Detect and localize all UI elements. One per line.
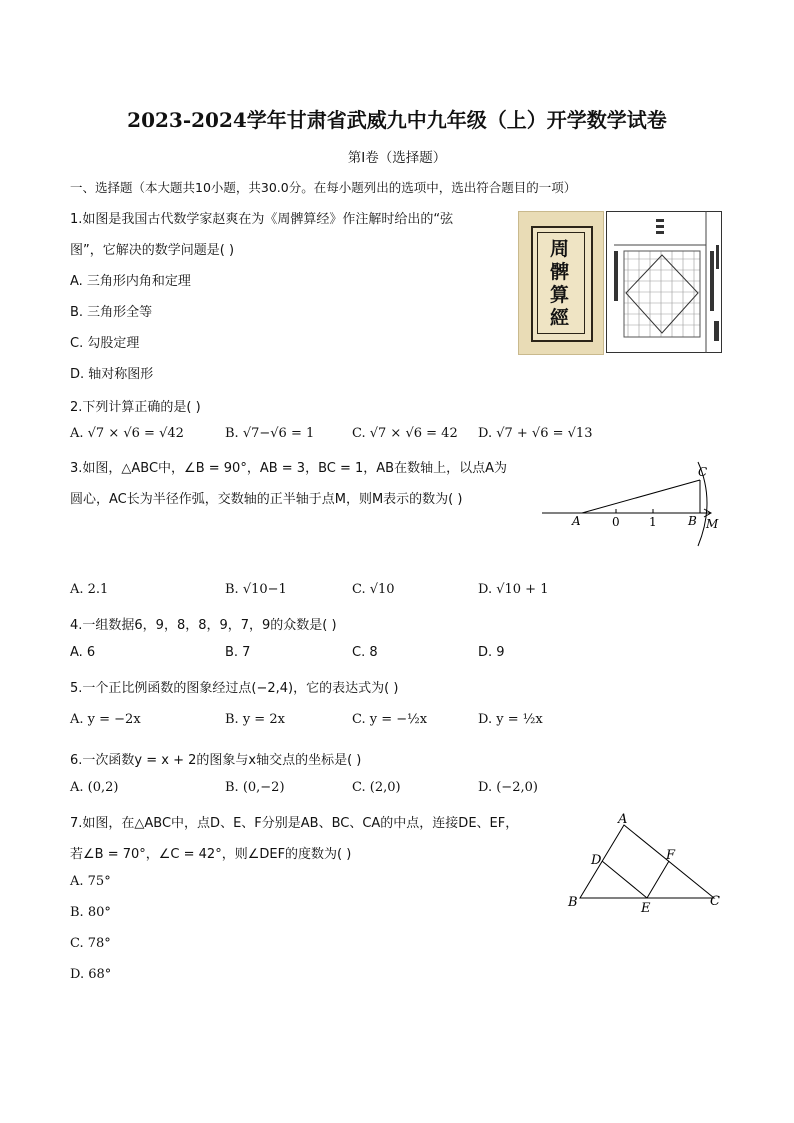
q2-option-a[interactable]: A. √7 × √6 = √42 — [70, 426, 184, 441]
q7-option-c[interactable]: C. 78° — [70, 936, 111, 951]
q1-stem-line2: 图”，它解决的数学问题是( ) — [70, 243, 235, 258]
q3-option-a[interactable]: A. 2.1 — [70, 582, 109, 597]
zhoubi-suanjing-book-image — [518, 211, 604, 355]
q5-option-d[interactable]: D. y = ½x — [478, 712, 543, 727]
q3-option-c[interactable]: C. √10 — [352, 582, 395, 597]
page-title: 2023-2024学年甘肃省武威九中九年级（上）开学数学试卷 — [127, 108, 667, 132]
q4-option-c[interactable]: C. 8 — [352, 645, 378, 660]
q1-option-d[interactable]: D. 轴对称图形 — [70, 367, 154, 382]
vertex-b-label: B — [568, 895, 578, 910]
q4-option-d[interactable]: D. 9 — [478, 645, 505, 660]
q5-stem: 5.一个正比例函数的图象经过点(−2,4)，它的表达式为( ) — [70, 681, 399, 696]
vertex-c-label: C — [710, 894, 720, 909]
xian-tu-diagram-image — [606, 211, 722, 353]
q6-option-b[interactable]: B. (0,−2) — [225, 780, 285, 795]
q5-option-b[interactable]: B. y = 2x — [225, 712, 285, 727]
section-heading: 一、选择题（本大题共10小题，共30.0分。在每小题列出的选项中，选出符合题目的一项） — [70, 180, 577, 195]
point-c-label: C — [698, 465, 708, 479]
page-subtitle: 第I卷（选择题） — [347, 150, 447, 166]
q2-stem: 2.下列计算正确的是( ) — [70, 400, 201, 415]
q6-option-d[interactable]: D. (−2,0) — [478, 780, 538, 795]
q2-option-b[interactable]: B. √7−√6 = 1 — [225, 426, 315, 441]
midpoint-f-label: F — [666, 848, 676, 863]
point-a-label: A — [572, 514, 581, 528]
q4-option-a[interactable]: A. 6 — [70, 645, 96, 660]
q7-option-d[interactable]: D. 68° — [70, 967, 112, 982]
q1-option-c[interactable]: C. 勾股定理 — [70, 336, 140, 351]
q6-option-a[interactable]: A. (0,2) — [70, 780, 119, 795]
q5-option-a[interactable]: A. y = −2x — [70, 712, 141, 727]
q7-stem-line2: 若∠B = 70°，∠C = 42°，则∠DEF的度数为( ) — [70, 847, 352, 862]
tick-one-label: 1 — [649, 515, 657, 529]
q7-stem-line1: 7.如图，在△ABC中，点D、E、F分别是AB、BC、CA的中点，连接DE、EF， — [70, 816, 519, 831]
q3-option-d[interactable]: D. √10 + 1 — [478, 582, 549, 597]
tick-zero-label: 0 — [612, 515, 620, 529]
vertex-a-label: A — [618, 812, 628, 827]
q1-option-b[interactable]: B. 三角形全等 — [70, 305, 153, 320]
number-line-figure — [538, 460, 724, 550]
q3-stem-line1: 3.如图，△ABC中，∠B = 90°，AB = 3，BC = 1，AB在数轴上，以点A为 — [70, 461, 507, 476]
q1-stem-line1: 1.如图是我国古代数学家赵爽在为《周髀算经》作注解时给出的“弦 — [70, 212, 454, 227]
triangle-abc-figure — [564, 810, 726, 914]
q1-option-a[interactable]: A. 三角形内角和定理 — [70, 274, 191, 289]
q6-option-c[interactable]: C. (2,0) — [352, 780, 401, 795]
q3-stem-line2: 圆心，AC长为半径作弧，交数轴的正半轴于点M，则M表示的数为( ) — [70, 492, 463, 507]
midpoint-e-label: E — [641, 901, 651, 914]
midpoint-d-label: D — [591, 853, 602, 868]
q5-option-c[interactable]: C. y = −½x — [352, 712, 428, 727]
q4-stem: 4.一组数据6，9，8，8，9，7，9的众数是( ) — [70, 618, 337, 633]
q6-stem: 6.一次函数y = x + 2的图象与x轴交点的坐标是( ) — [70, 753, 362, 768]
q2-option-d[interactable]: D. √7 + √6 = √13 — [478, 426, 593, 441]
q4-option-b[interactable]: B. 7 — [225, 645, 251, 660]
q2-option-c[interactable]: C. √7 × √6 = 42 — [352, 426, 458, 441]
q7-option-b[interactable]: B. 80° — [70, 905, 111, 920]
q3-option-b[interactable]: B. √10−1 — [225, 582, 287, 597]
point-b-label: B — [688, 514, 697, 528]
point-m-label: M — [706, 517, 719, 531]
book-title-text: 周髀算經 — [550, 238, 570, 329]
q7-option-a[interactable]: A. 75° — [70, 874, 111, 889]
